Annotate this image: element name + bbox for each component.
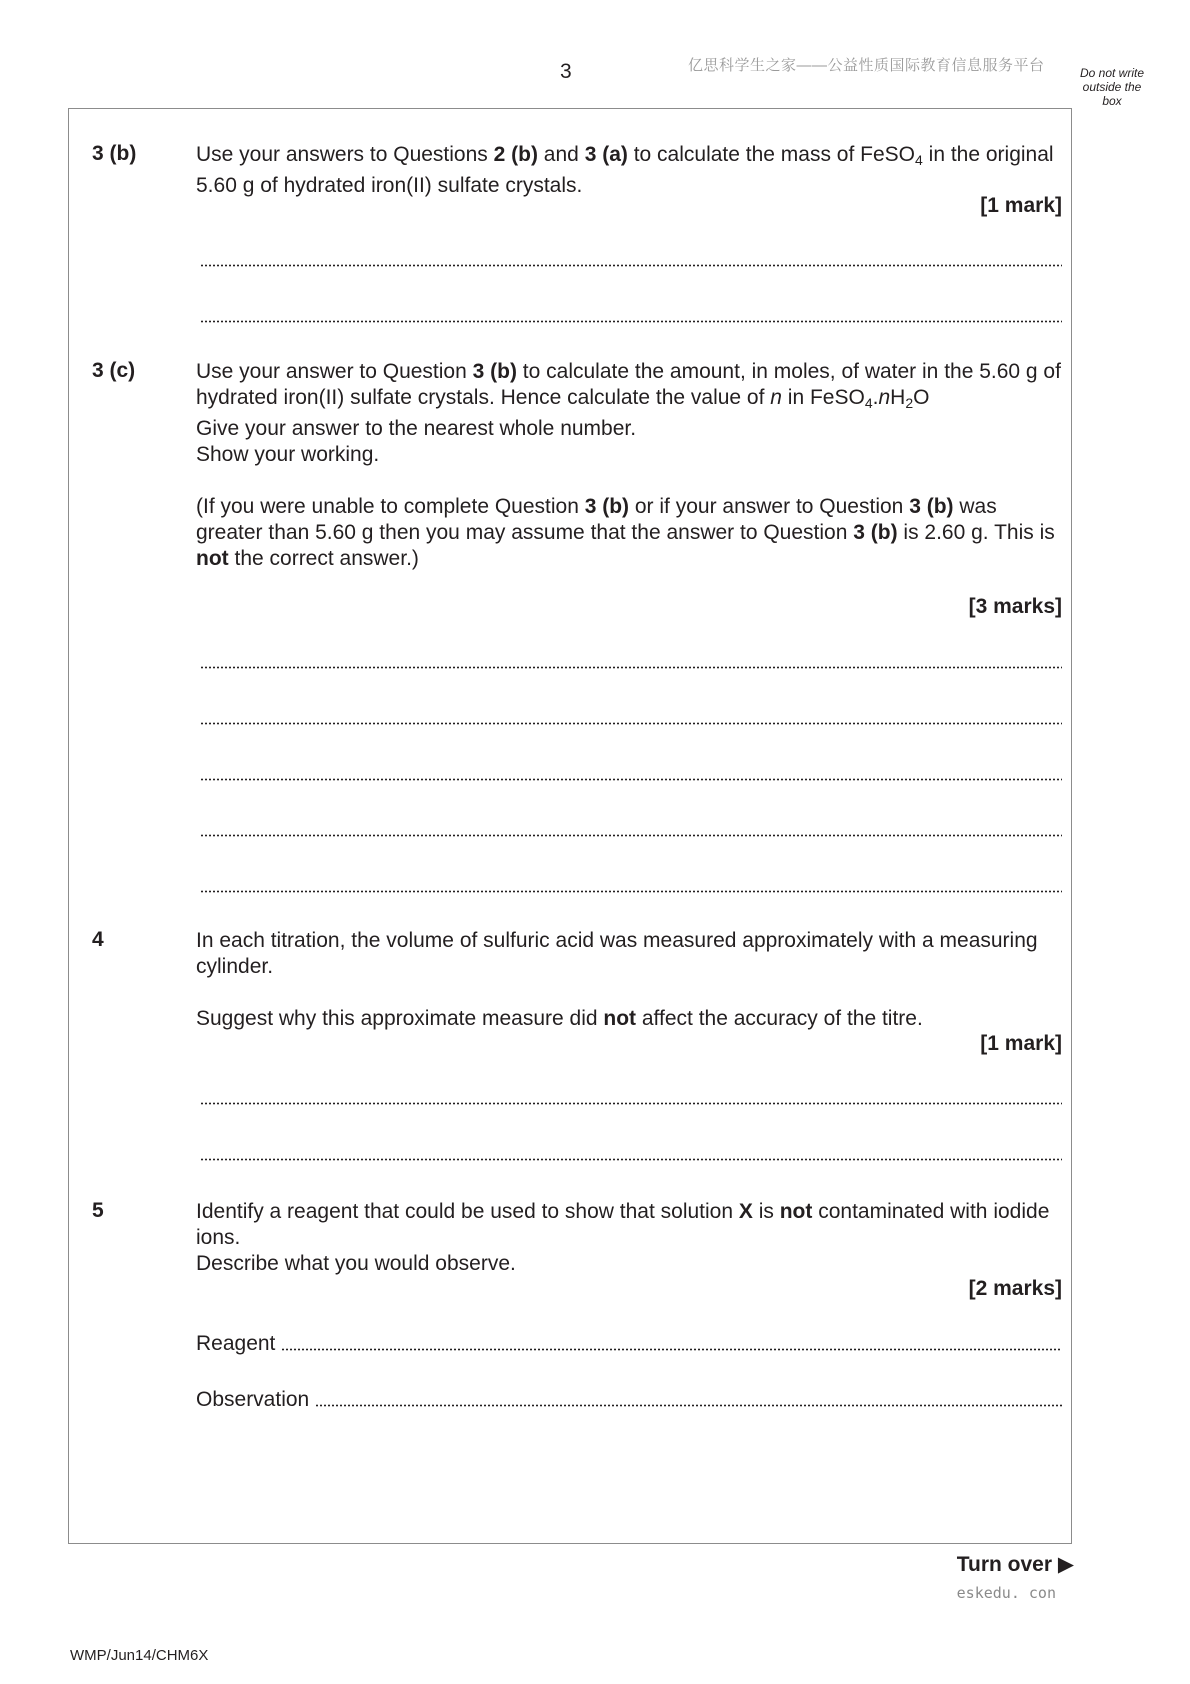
margin-note: Do not write outside the box [1079, 66, 1145, 108]
answer-box-frame [68, 108, 1072, 1544]
marks-3c: [3 marks] [968, 595, 1062, 618]
question-number-3b: 3 (b) [92, 142, 137, 165]
observation-answer-row[interactable] [196, 1388, 1062, 1412]
marks-4: [1 mark] [980, 1032, 1062, 1055]
answer-line[interactable] [200, 666, 1062, 669]
question-number-5: 5 [92, 1199, 104, 1222]
observation-label: Observation [196, 1388, 310, 1411]
reagent-answer-row[interactable] [196, 1332, 1062, 1356]
answer-line[interactable] [200, 722, 1062, 725]
watermark-text: 亿思科学生之家——公益性质国际教育信息服务平台 [688, 57, 1045, 74]
answer-line[interactable] [200, 1158, 1062, 1161]
observation-answer-line[interactable] [315, 1404, 1062, 1407]
answer-line[interactable] [200, 320, 1062, 323]
answer-line[interactable] [200, 778, 1062, 781]
question-number-3c: 3 (c) [92, 359, 136, 382]
site-watermark: eskedu. con [956, 1584, 1056, 1602]
reagent-answer-line[interactable] [281, 1348, 1062, 1351]
answer-line[interactable] [200, 834, 1062, 837]
reagent-label: Reagent [196, 1332, 276, 1355]
answer-line[interactable] [200, 890, 1062, 893]
answer-line[interactable] [200, 1102, 1062, 1105]
page-number: 3 [560, 60, 572, 83]
question-text-5: Identify a reagent that could be used to show that solution X is not contaminated with iodide ions. Describe what you would observe. [196, 1200, 1050, 1275]
marks-5: [2 marks] [968, 1277, 1062, 1300]
question-text-3b: Use your answers to Questions 2 (b) and 3 (a) to calculate the mass of FeSO$_4$ in the original 5.60 g of hydrated iron(II) sulfate crystals. [196, 143, 1054, 197]
question-text-3c: Use your answer to Question 3 (b) to calculate the amount, in moles, of water in the 5.60 g of hydrated iron(II) sulfate crystals. Hence calculate the value of n in $FeSO_4.nH_2O$ Give your answer to the nearest whole number. Show your working. (If you were unable to complete Question 3 (b) or if your answer to Question 3 (b) was greater than 5.60 g then you may assume that the answer to Question 3 (b) is 2.60 g. This is not the correct answer.) [196, 360, 1061, 570]
marks-3b: [1 mark] [980, 194, 1062, 217]
answer-line[interactable] [200, 264, 1062, 267]
paper-code: WMP/Jun14/CHM6X [70, 1647, 209, 1664]
turn-over-label: Turn over ▶ [956, 1553, 1074, 1576]
question-text-4: In each titration, the volume of sulfuric acid was measured approximately with a measuring cylinder. Suggest why this approximate measure did not affect the accuracy of the titre. [196, 929, 1038, 1030]
question-number-4: 4 [92, 928, 104, 951]
